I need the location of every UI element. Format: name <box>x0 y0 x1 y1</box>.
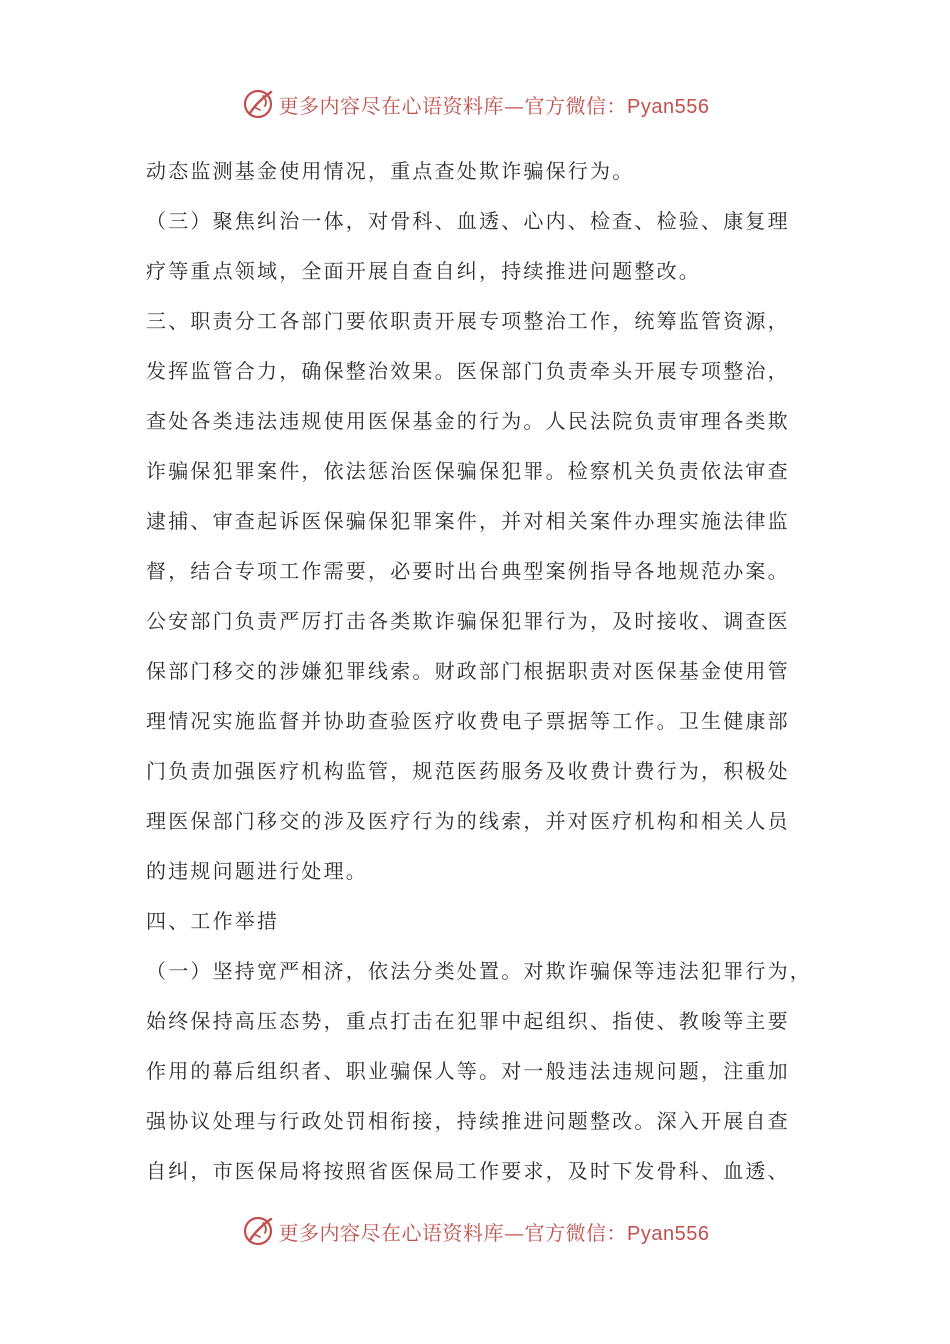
body-line: （三）聚焦纠治一体，对骨科、血透、心内、检查、检验、康复理 <box>146 209 790 233</box>
body-line: 发挥监管合力，确保整治效果。医保部门负责牵头开展专项整治， <box>146 359 790 383</box>
body-line: 的违规问题进行处理。 <box>146 859 368 883</box>
body-line: 保部门移交的涉嫌犯罪线索。财政部门根据职责对医保基金使用管 <box>146 659 790 683</box>
body-line: 三、职责分工各部门要依职责开展专项整治工作，统筹监管资源， <box>146 309 790 333</box>
watermark-text <box>279 1217 710 1246</box>
section-heading: 四、工作举措 <box>146 909 280 933</box>
watermark-label: 更多内容尽在心语资料库—官方微信： <box>278 93 628 118</box>
body-line: 理医保部门移交的涉及医疗行为的线索，并对医疗机构和相关人员 <box>146 809 790 833</box>
quill-logo-icon <box>241 1214 275 1248</box>
watermark-text <box>279 90 710 119</box>
body-line: 作用的幕后组织者、职业骗保人等。对一般违法违规问题，注重加 <box>146 1059 790 1083</box>
watermark-wechat-id: Pyan556 <box>627 95 710 118</box>
body-line: 始终保持高压态势，重点打击在犯罪中起组织、指使、教唆等主要 <box>146 1009 790 1033</box>
body-line: 公安部门负责严厉打击各类欺诈骗保犯罪行为，及时接收、调查医 <box>146 609 790 633</box>
body-line: 逮捕、审查起诉医保骗保犯罪案件，并对相关案件办理实施法律监 <box>146 509 790 533</box>
body-line: 疗等重点领域，全面开展自查自纠，持续推进问题整改。 <box>146 259 701 283</box>
body-line: （一）坚持宽严相济，依法分类处置。对欺诈骗保等违法犯罪行为， <box>146 959 812 983</box>
body-line: 门负责加强医疗机构监管，规范医药服务及收费计费行为，积极处 <box>146 759 790 783</box>
watermark-label: 更多内容尽在心语资料库—官方微信： <box>278 1220 628 1245</box>
watermark-banner-top <box>0 84 950 124</box>
body-line: 强协议处理与行政处罚相衔接，持续推进问题整改。深入开展自查 <box>146 1109 790 1133</box>
body-line: 动态监测基金使用情况，重点查处欺诈骗保行为。 <box>146 159 635 183</box>
body-line: 自纠，市医保局将按照省医保局工作要求，及时下发骨科、血透、 <box>146 1159 790 1183</box>
body-line: 诈骗保犯罪案件，依法惩治医保骗保犯罪。检察机关负责依法审查 <box>146 459 790 483</box>
watermark-banner-bottom <box>0 1211 950 1251</box>
body-line: 督，结合专项工作需要，必要时出台典型案例指导各地规范办案。 <box>146 559 790 583</box>
body-line: 查处各类违法违规使用医保基金的行为。人民法院负责审理各类欺 <box>146 409 790 433</box>
document-body <box>146 146 836 1196</box>
watermark-wechat-id: Pyan556 <box>627 1222 710 1245</box>
body-line: 理情况实施监督并协助查验医疗收费电子票据等工作。卫生健康部 <box>146 709 790 733</box>
quill-logo-icon <box>241 87 275 121</box>
